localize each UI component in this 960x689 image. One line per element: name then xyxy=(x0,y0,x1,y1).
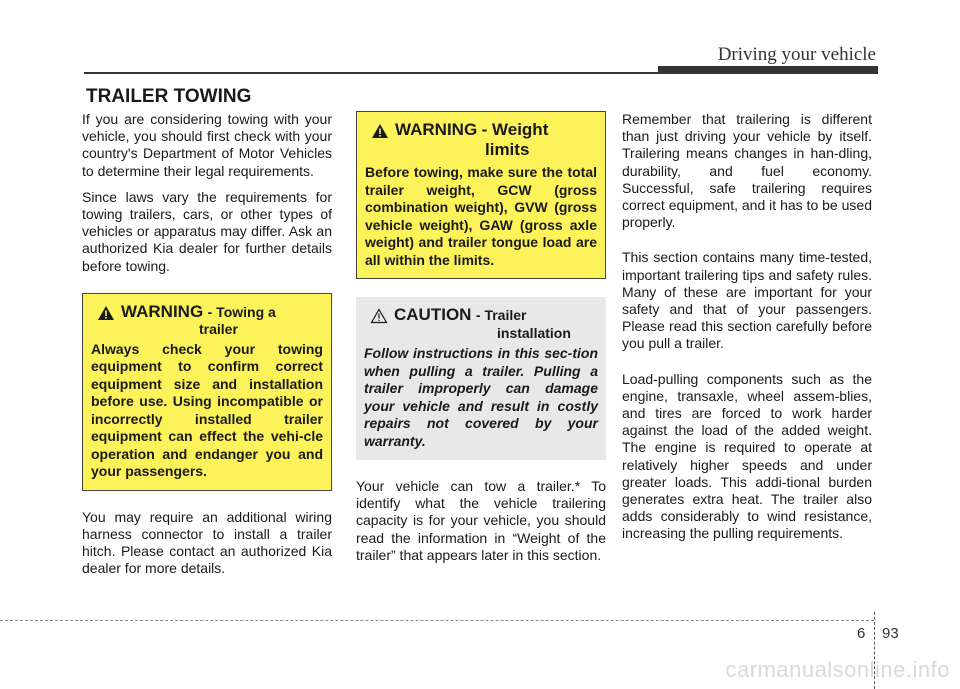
warning-subject: - Weight xyxy=(481,120,549,139)
warning-heading xyxy=(91,302,323,337)
warning-triangle-icon xyxy=(371,123,389,139)
caution-subject: - Trailer xyxy=(475,307,527,323)
caution-box-trailer xyxy=(356,297,606,460)
header-section-title: Driving your vehicle xyxy=(717,44,876,65)
header-rule-accent xyxy=(658,66,878,74)
column-3 xyxy=(622,111,872,543)
column-2 xyxy=(356,111,606,564)
warning-box-towing xyxy=(82,293,332,491)
warning-body: Before towing, make sure the total trailer weight, GCW (gross combination weight), GVW (gross vehicle weight), GAW (gross axle weight) and trailer tongue load are all within the limits. xyxy=(365,164,597,268)
warning-subject: - Towing a xyxy=(207,303,276,320)
warning-triangle-icon xyxy=(97,305,115,321)
footer-rule xyxy=(0,620,874,621)
warning-body: Always check your towing equipment to confirm correct equipment size and installation before use. Using incompatible or incorrectly installed trailer equipment can effect the vehi-cle operation and endanger you and your passengers. xyxy=(91,340,323,480)
caution-subject-cont: installation xyxy=(497,325,571,341)
column-1 xyxy=(82,111,332,578)
warning-box-weight xyxy=(356,111,606,279)
warning-subject-cont: trailer xyxy=(199,320,238,337)
paragraph: Since laws vary the requirements for towing trailers, cars, or other types of vehicles or apparatus may differ. Ask an authorized Kia dealer for further details before towing. xyxy=(82,188,332,274)
watermark: carmanualsonline.info xyxy=(725,657,950,682)
warning-subject-cont: limits xyxy=(485,140,530,159)
caution-label: CAUTION xyxy=(394,305,472,324)
warning-label: WARNING xyxy=(395,120,478,139)
chapter-number: 6 xyxy=(857,625,866,642)
paragraph: Your vehicle can tow a trailer.* To identify what the vehicle trailering capacity is for your vehicle, you should read the information in “Weight of the trailer” that appears later in this section. xyxy=(356,478,606,563)
paragraph: This section contains many time-tested, important trailering tips and safety rules. Many of these are important for your safety and that of your passengers. Please read this section carefully before you pull a trailer. xyxy=(622,249,872,352)
warning-label: WARNING xyxy=(121,301,204,321)
caution-heading xyxy=(364,305,598,341)
paragraph: Remember that trailering is different than just driving your vehicle by itself. Trailering means changes in han-dling, durability, and fuel economy. Successful, safe trailering requires correct equipment, and it has to be used properly. xyxy=(622,111,872,231)
warning-heading xyxy=(365,120,597,160)
paragraph: Load-pulling components such as the engine, transaxle, wheel assem-blies, and tires are forced to work harder against the load of the added weight. The engine is required to operate at relatively higher speeds and under greater loads. This addi-tional burden generates extra heat. The trailer also adds considerably to wind resistance, increasing the pulling requirements. xyxy=(622,370,872,542)
caution-triangle-icon xyxy=(370,308,388,324)
paragraph: If you are considering towing with your vehicle, you should first check with your country's Department of Motor Vehicles to determine their legal requirements. xyxy=(82,111,332,179)
caution-body: Follow instructions in this sec-tion when pulling a trailer. Pulling a trailer improperly can damage your vehicle and result in costly repairs not covered by your warranty. xyxy=(364,345,598,449)
paragraph: You may require an additional wiring harness connector to install a trailer hitch. Please contact an authorized Kia dealer for more details. xyxy=(82,508,332,577)
page-title: TRAILER TOWING xyxy=(86,86,252,107)
page-number: 93 xyxy=(882,625,899,642)
